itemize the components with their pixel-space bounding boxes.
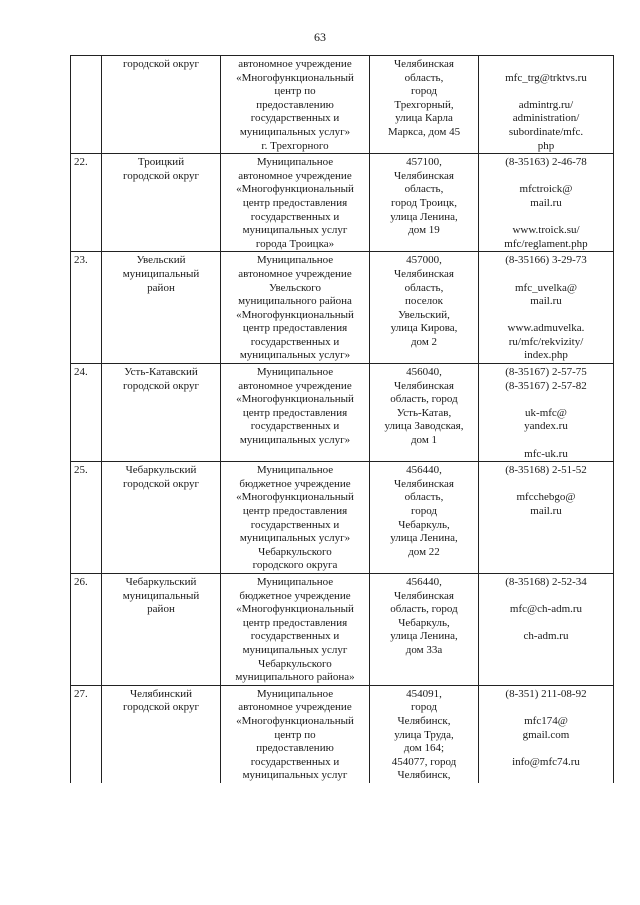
table-row: [71, 685, 614, 783]
cell-text-line: mfc174@: [524, 714, 568, 727]
row-name-cell: [102, 573, 221, 685]
cell-text-line: Чебаркульский: [125, 464, 197, 477]
cell-text-line: Увельского: [269, 281, 321, 294]
cell-spacer: [481, 309, 611, 323]
cell-text-line: Челябинск,: [397, 714, 451, 727]
cell-text-line: Челябинская: [394, 379, 454, 392]
cell-text-line: mail.ru: [530, 505, 562, 517]
row-organization-cell: [221, 685, 370, 783]
cell-text-line: государственных и: [250, 518, 340, 531]
cell-spacer: [481, 434, 611, 448]
cell-text-line: mfctroick@: [519, 183, 573, 196]
cell-text-line: www.admuvelka.: [507, 322, 585, 335]
cell-text-line: центр предоставления: [242, 196, 348, 209]
cell-text-line: центр предоставления: [242, 322, 348, 335]
cell-text-line: город: [410, 505, 438, 517]
cell-text-line: «Многофункциональный: [236, 491, 354, 504]
cell-text-line: Чебаркульского: [258, 657, 332, 670]
table-row: [71, 154, 614, 252]
row-name-cell: [102, 364, 221, 462]
cell-text-line: Трехгорный,: [394, 98, 454, 111]
cell-text-line: «Многофункциональный: [236, 603, 354, 616]
cell-text-line: дом 2: [410, 335, 438, 348]
cell-text-line: «Многофункциональный: [236, 183, 354, 196]
cell-text-line: mail.ru: [530, 196, 562, 209]
cell-text-line: государственных и: [250, 210, 340, 223]
cell-text-line: автономное учреждение: [238, 379, 352, 392]
cell-text-line: mail.ru: [530, 295, 562, 308]
cell-text-line: г. Трехгорного: [261, 139, 329, 152]
cell-text-line: administration/: [512, 112, 580, 125]
cell-text-line: Увельский,: [398, 308, 450, 321]
cell-text-line: городского округа: [252, 559, 338, 572]
cell-text-line: Муниципальное: [256, 366, 334, 379]
cell-text-line: mfc/reglament.php: [504, 237, 588, 250]
cell-text-line: города Троицка»: [255, 237, 335, 250]
cell-text-line: муниципального района»: [235, 671, 355, 684]
cell-text-line: index.php: [524, 349, 568, 362]
cell-text-line: 457100,: [406, 156, 442, 169]
cell-text-line: предоставлению: [256, 98, 334, 111]
row-address-cell: [370, 685, 479, 783]
cell-text-line: улица Ленина,: [390, 210, 458, 223]
cell-text-line: Чебаркульский: [125, 575, 197, 588]
cell-text-line: Усть-Катавский: [124, 366, 198, 379]
cell-text-line: муниципальный: [122, 589, 200, 602]
cell-text-line: муниципальных услуг: [242, 224, 348, 237]
cell-spacer: [481, 617, 611, 631]
row-address-cell: [370, 364, 479, 462]
cell-text-line: автономное учреждение: [238, 701, 352, 714]
cell-text-line: ru/mfc/rekvizity/: [508, 335, 584, 348]
cell-text-line: yandex.ru: [524, 420, 568, 433]
row-contacts-cell: [479, 154, 614, 252]
cell-text-line: улица Ленина,: [390, 532, 458, 545]
cell-text-line: Челябинская: [394, 58, 454, 70]
cell-text-line: дом 1: [410, 434, 438, 447]
cell-text-line: государственных и: [250, 630, 340, 643]
cell-text-line: городской округ: [122, 477, 200, 490]
cell-text-line: поселок: [405, 295, 443, 308]
cell-text-line: городской округ: [122, 701, 200, 714]
row-contacts-cell: [479, 573, 614, 685]
row-organization-cell: [221, 462, 370, 574]
cell-text-line: Челябинская: [394, 477, 454, 490]
cell-text-line: улица Кирова,: [390, 322, 458, 335]
row-name-cell: [102, 56, 221, 154]
cell-text-line: «Многофункциональный: [236, 71, 354, 84]
cell-text-line: бюджетное учреждение: [239, 589, 351, 602]
row-name-cell: [102, 685, 221, 783]
cell-spacer: [481, 701, 611, 715]
cell-text-line: Челябинск,: [397, 769, 451, 782]
cell-text-line: автономное учреждение: [238, 58, 352, 70]
cell-text-line: mfc_trg@trktvs.ru: [505, 71, 587, 84]
row-name-cell: [102, 252, 221, 364]
row-organization-cell: [221, 154, 370, 252]
cell-text-line: дом 19: [408, 224, 440, 237]
cell-text-line: 456440,: [406, 464, 442, 477]
cell-text-line: улица Ленина,: [390, 630, 458, 643]
cell-text-line: Челябинский: [130, 687, 192, 700]
row-number-cell: [71, 56, 102, 154]
cell-text-line: (8-35166) 3-29-73: [505, 254, 587, 267]
cell-text-line: Маркса, дом 45: [387, 125, 461, 138]
cell-text-line: область,: [404, 491, 444, 504]
row-organization-cell: [221, 252, 370, 364]
row-number-cell: 25.: [71, 462, 102, 574]
table-row: [71, 56, 614, 154]
cell-text-line: gmail.com: [522, 728, 570, 741]
row-name-cell: [102, 462, 221, 574]
cell-text-line: городской округ: [122, 379, 200, 392]
cell-text-line: муниципальных услуг»: [239, 532, 351, 545]
cell-text-line: улица Труда,: [394, 728, 454, 741]
cell-text-line: 454077, город: [391, 755, 457, 768]
cell-text-line: (8-35168) 2-52-34: [505, 575, 587, 588]
row-address-cell: [370, 573, 479, 685]
cell-spacer: [481, 478, 611, 492]
cell-spacer: [481, 170, 611, 184]
cell-text-line: улица Заводская,: [384, 420, 464, 433]
cell-text-line: дом 22: [408, 545, 440, 558]
cell-text-line: государственных и: [250, 335, 340, 348]
cell-text-line: 456040,: [406, 366, 442, 379]
cell-text-line: автономное учреждение: [238, 169, 352, 182]
row-address-cell: [370, 462, 479, 574]
cell-text-line: центр предоставления: [242, 406, 348, 419]
cell-text-line: муниципальных услуг»: [239, 434, 351, 447]
row-contacts-cell: [479, 462, 614, 574]
row-contacts-cell: [479, 56, 614, 154]
cell-text-line: info@mfc74.ru: [512, 755, 580, 768]
cell-text-line: (8-35167) 2-57-82: [505, 379, 587, 392]
cell-text-line: район: [147, 281, 175, 294]
cell-text-line: центр по: [274, 728, 316, 741]
cell-text-line: Муниципальное: [256, 156, 334, 169]
cell-text-line: центр по: [274, 85, 316, 98]
row-contacts-cell: [479, 252, 614, 364]
table-row: [71, 573, 614, 685]
row-organization-cell: [221, 573, 370, 685]
cell-text-line: admintrg.ru/: [518, 98, 574, 111]
cell-text-line: область,: [404, 281, 444, 294]
row-address-cell: [370, 56, 479, 154]
cell-text-line: (8-35168) 2-51-52: [505, 464, 587, 477]
cell-text-line: государственных и: [250, 755, 340, 768]
cell-spacer: [481, 393, 611, 407]
cell-text-line: Муниципальное: [256, 464, 334, 477]
row-number-cell: 26.: [71, 573, 102, 685]
cell-text-line: город: [410, 85, 438, 98]
table-row: [71, 462, 614, 574]
row-contacts-cell: [479, 364, 614, 462]
cell-text-line: mfc_uvelka@: [514, 281, 578, 294]
cell-text-line: область, город: [390, 393, 458, 406]
cell-text-line: автономное учреждение: [238, 267, 352, 280]
cell-text-line: дом 33а: [405, 643, 443, 656]
cell-text-line: дом 164;: [403, 742, 445, 755]
cell-text-line: Челябинская: [394, 169, 454, 182]
cell-text-line: Муниципальное: [256, 687, 334, 700]
cell-spacer: [481, 85, 611, 99]
cell-spacer: [481, 268, 611, 282]
cell-text-line: subordinate/mfc.: [508, 125, 584, 138]
cell-text-line: Челябинская: [394, 589, 454, 602]
cell-text-line: предоставлению: [256, 742, 334, 755]
cell-text-line: муниципального района: [238, 295, 352, 308]
cell-text-line: ch-adm.ru: [523, 630, 569, 643]
row-name-cell: [102, 154, 221, 252]
cell-text-line: город Троицк,: [391, 196, 457, 209]
row-organization-cell: [221, 364, 370, 462]
cell-text-line: «Многофункциональный: [236, 714, 354, 727]
row-number-cell: 22.: [71, 154, 102, 252]
cell-text-line: район: [147, 603, 175, 616]
page-number: 63: [314, 30, 326, 44]
cell-text-line: улица Карла: [395, 112, 453, 125]
cell-spacer: [481, 742, 611, 756]
cell-text-line: Троицкий: [137, 156, 185, 169]
row-organization-cell: [221, 56, 370, 154]
cell-text-line: городской округ: [122, 58, 200, 70]
cell-text-line: 454091,: [406, 687, 442, 700]
cell-text-line: Челябинская: [394, 267, 454, 280]
cell-text-line: город: [410, 701, 438, 714]
cell-text-line: государственных и: [250, 112, 340, 125]
cell-spacer: [481, 590, 611, 604]
cell-text-line: муниципальных услуг»: [239, 125, 351, 138]
cell-text-line: Чебаркуль,: [398, 616, 450, 629]
cell-spacer: [481, 211, 611, 225]
cell-text-line: муниципальный: [122, 267, 200, 280]
cell-text-line: uk-mfc@: [525, 406, 567, 419]
row-contacts-cell: [479, 685, 614, 783]
table-row: [71, 364, 614, 462]
cell-text-line: Чебаркульского: [258, 545, 332, 558]
cell-text-line: mfc@ch-adm.ru: [509, 603, 583, 616]
cell-text-line: муниципальных услуг»: [239, 349, 351, 362]
cell-text-line: муниципальных услуг: [242, 769, 348, 782]
cell-text-line: mfc-uk.ru: [524, 447, 568, 460]
cell-text-line: область,: [404, 71, 444, 84]
cell-text-line: Усть-Катав,: [396, 406, 452, 419]
cell-text-line: Муниципальное: [256, 254, 334, 267]
cell-text-line: (8-351) 211-08-92: [505, 687, 587, 700]
cell-text-line: муниципальных услуг: [242, 643, 348, 656]
cell-text-line: государственных и: [250, 420, 340, 433]
cell-text-line: городской округ: [122, 169, 200, 182]
mfc-registry-table: [70, 55, 614, 783]
row-number-cell: 23.: [71, 252, 102, 364]
row-number-cell: 27.: [71, 685, 102, 783]
cell-text-line: Муниципальное: [256, 575, 334, 588]
cell-text-line: mfcchebgo@: [516, 491, 576, 504]
cell-text-line: Увельский: [136, 254, 186, 267]
cell-text-line: бюджетное учреждение: [239, 477, 351, 490]
cell-text-line: центр предоставления: [242, 616, 348, 629]
cell-text-line: область,: [404, 183, 444, 196]
cell-text-line: 456440,: [406, 575, 442, 588]
row-address-cell: [370, 154, 479, 252]
cell-text-line: центр предоставления: [242, 505, 348, 517]
cell-text-line: Чебаркуль,: [398, 518, 450, 531]
row-address-cell: [370, 252, 479, 364]
cell-text-line: php: [537, 139, 555, 152]
cell-spacer: [481, 58, 611, 72]
cell-text-line: «Многофункциональный: [236, 308, 354, 321]
cell-text-line: 457000,: [406, 254, 442, 267]
table-row: [71, 252, 614, 364]
cell-text-line: (8-35167) 2-57-75: [505, 366, 587, 379]
cell-text-line: www.troick.su/: [512, 224, 580, 237]
cell-text-line: «Многофункциональный: [236, 393, 354, 406]
row-number-cell: 24.: [71, 364, 102, 462]
cell-text-line: (8-35163) 2-46-78: [505, 156, 587, 169]
cell-text-line: область, город: [390, 603, 458, 616]
